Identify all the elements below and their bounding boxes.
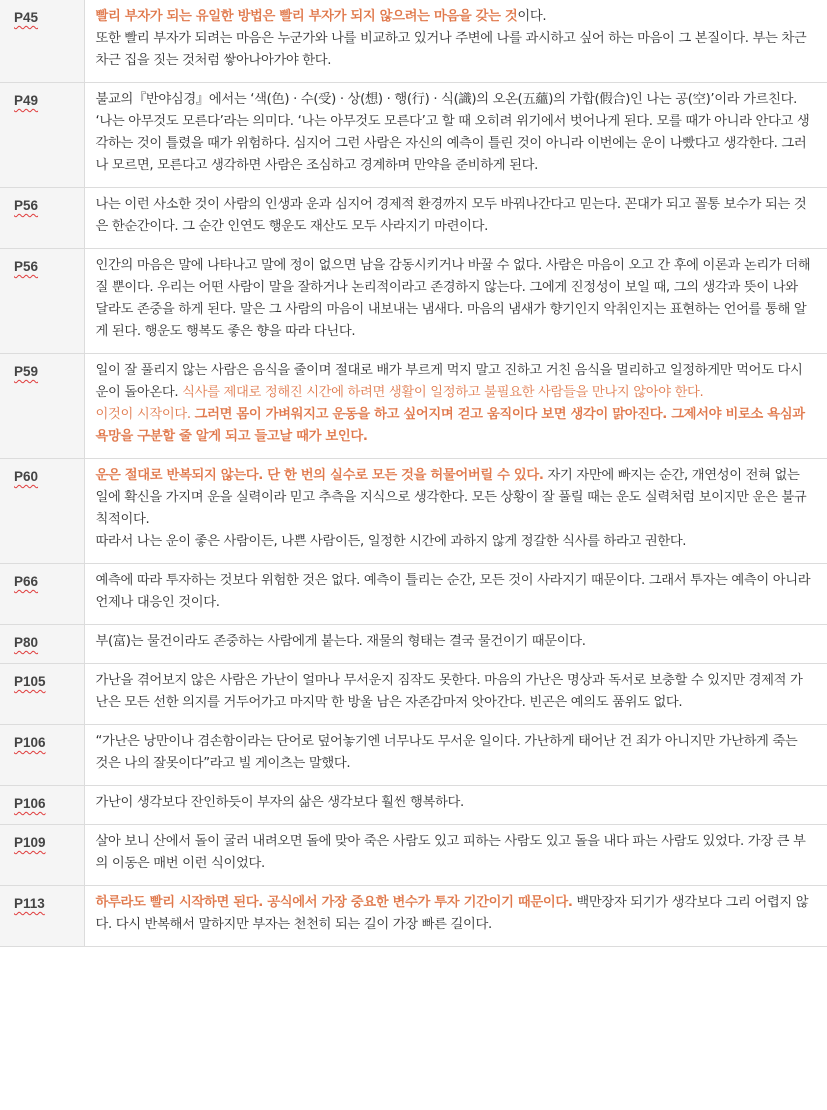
- page-number-cell: [0, 188, 84, 249]
- quote-paragraph: [96, 255, 812, 343]
- page-number: P66: [14, 574, 39, 589]
- page-number-cell: [0, 825, 84, 886]
- quote-text: 따라서 나는 운이 좋은 사람이든, 나쁜 사람이든, 일정한 시간에 과하지 않게 정갈한 식사를 하라고 권한다.: [95, 534, 687, 549]
- page-number: P106: [14, 796, 46, 811]
- quote-text: 인간의 마음은 말에 나타나고 말에 정이 없으면 남을 감동시키거나 바꿀 수 없다. 사람은 마음이 오고 간 후에 이론과 논리가 더해질 뿐이다. 우리는 어떤 사람이 말을 잘하거나 논리적이라고 존경하지 않는다. 그에게 진정성이 보일 때, 그의 생각과 뜻이 나와 달라도 존중을 하게 된다. 말은 그 사람의 마음이 내보내는 냄새다. 마음의 냄새가 향기인지 악취인지는 표현하는 언어를 통해 알게 된다. 행운도 행복도 좋은 향을 따라 다닌다.: [95, 258, 811, 339]
- page-number: P45: [14, 10, 39, 25]
- quote-text-cell: [84, 786, 827, 825]
- quote-text-cell: [84, 886, 827, 947]
- quote-row: [0, 825, 827, 886]
- page-number-cell: [0, 249, 84, 354]
- quote-row: [0, 354, 827, 459]
- quote-text-cell: [84, 825, 827, 886]
- page-number: P106: [14, 735, 46, 750]
- quote-text: 살아 보니 산에서 돌이 굴러 내려오면 돌에 맞아 죽은 사람도 있고 피하는 사람도 있고 돌을 내다 파는 사람도 있었다. 가장 큰 부의 이동은 매번 이런 식이었다.: [95, 834, 806, 871]
- quote-row: [0, 564, 827, 625]
- quote-row: [0, 786, 827, 825]
- quote-paragraph: [96, 404, 812, 448]
- quote-text: 불교의『반야심경』에서는 ‘색(色) · 수(受) · 상(想) · 행(行) · 식(識)의 오온(五蘊)의 가합(假合)인 나는 공(空)’이라 가르친다. ‘나는 아무것도 모른다’라는 의미다. ‘나는 아무것도 모른다’고 할 때 오히려 위기에서 벗어나게 된다. 모를 때가 아니라 안다고 생각하는 것이 틀렸을 때가 위험하다. 심지어 그런 사람은 자신의 예측이 틀린 것이 아니라 이번에는 운이 나빴다고 생각한다. 그러나 모르면, 모른다고 생각하면 사람은 조심하고 경계하며 만약을 준비하게 된다.: [95, 92, 810, 173]
- quote-text-cell: [84, 188, 827, 249]
- page-number-cell: [0, 0, 84, 83]
- quote-paragraph: [96, 360, 812, 404]
- page-number-cell: [0, 786, 84, 825]
- quote-text-cell: [84, 83, 827, 188]
- page-number-cell: [0, 886, 84, 947]
- quote-text-cell: [84, 625, 827, 664]
- quote-paragraph: [96, 792, 812, 814]
- highlight-text: 식사를 제대로 정해진 시간에 하려면 생활이 일정하고 불필요한 사람들을 만나지 않아야 한다.: [182, 385, 704, 400]
- quote-text: 가난이 생각보다 잔인하듯이 부자의 삶은 생각보다 훨씬 행복하다.: [95, 795, 464, 810]
- page-number: P56: [14, 198, 39, 213]
- highlight-text: 운은 절대로 반복되지 않는다. 단 한 번의 실수로 모든 것을 허물어버릴 수 있다.: [95, 468, 544, 483]
- quote-text: “가난은 낭만이나 겸손함이라는 단어로 덮어놓기엔 너무나도 무서운 일이다. 가난하게 태어난 건 죄가 아니지만 가난하게 죽는 것은 나의 잘못이다”라고 빌 게이츠는 말했다.: [95, 734, 798, 771]
- page-number-cell: [0, 625, 84, 664]
- quote-text-cell: [84, 725, 827, 786]
- page-number-cell: [0, 564, 84, 625]
- quote-text: 나는 이런 사소한 것이 사람의 인생과 운과 심지어 경제적 환경까지 모두 바꿔나간다고 믿는다. 꼰대가 되고 꼴통 보수가 되는 것은 한순간이다. 그 순간 인연도 행운도 재산도 모두 사라지기 마련이다.: [95, 197, 807, 234]
- quote-text: 이다. 또한 빨리 부자가 되려는 마음은 누군가와 나를 비교하고 있거나 주변에 나를 과시하고 싶어 하는 마음이 그 본질이다. 부는 차근차근 집을 짓는 것처럼 쌓아나아가야 한다.: [95, 9, 807, 68]
- page-number-cell: [0, 664, 84, 725]
- page-number: P60: [14, 469, 39, 484]
- page-number-cell: [0, 354, 84, 459]
- page-number-cell: [0, 459, 84, 564]
- page-number: P113: [14, 896, 45, 911]
- page-number: P56: [14, 259, 39, 274]
- quote-text-cell: [84, 249, 827, 354]
- quote-row: [0, 188, 827, 249]
- quote-paragraph: [96, 465, 812, 531]
- quote-text: 백만장자 되기가 생각보다 그리 어렵지 않다. 다시 반복해서 말하지만 부자는 천천히 되는 길이 가장 빠른 길이다.: [95, 895, 809, 932]
- page-number-cell: [0, 725, 84, 786]
- quote-paragraph: [96, 89, 812, 177]
- quote-paragraph: [96, 731, 812, 775]
- quote-text: 예측에 따라 투자하는 것보다 위험한 것은 없다. 예측이 틀리는 순간, 모든 것이 사라지기 때문이다. 그래서 투자는 예측이 아니라 언제나 대응인 것이다.: [95, 573, 811, 610]
- quote-paragraph: [96, 670, 812, 714]
- quote-text: 일이 잘 풀리지 않는 사람은 음식을 줄이며 절대로 배가 부르게 먹지 말고 진하고 거친 음식을 멀리하고 일정하게만 먹어도 다시 운이 돌아온다.: [95, 363, 803, 400]
- page-number: P80: [14, 635, 39, 650]
- quote-row: [0, 664, 827, 725]
- highlight-text: 하루라도 빨리 시작하면 된다. 공식에서 가장 중요한 변수가 투자 기간이기 때문이다.: [95, 895, 573, 910]
- page-number: P105: [14, 674, 46, 689]
- highlight-text: 그러면 몸이 가벼워지고 운동을 하고 싶어지며 걷고 움직이다 보면 생각이 맑아진다. 그제서야 비로소 욕심과 욕망을 구분할 줄 알게 되고 들고날 때가 보인다.: [95, 407, 805, 444]
- page-number-cell: [0, 83, 84, 188]
- quote-row: [0, 459, 827, 564]
- quote-text: 가난을 겪어보지 않은 사람은 가난이 얼마나 무서운지 짐작도 못한다. 마음의 가난은 명상과 독서로 보충할 수 있지만 경제적 가난은 모든 선한 의지를 거두어가고 마지막 한 방울 남은 자존감마저 앗아간다. 빈곤은 예의도 품위도 없다.: [95, 673, 803, 710]
- highlight-text: 빨리 부자가 되는 유일한 방법은 빨리 부자가 되지 않으려는 마음을 갖는 것: [95, 9, 518, 24]
- quote-text-cell: [84, 0, 827, 83]
- quote-text-cell: [84, 564, 827, 625]
- page-number: P109: [14, 835, 46, 850]
- quote-text-cell: [84, 664, 827, 725]
- page-number: P49: [14, 93, 39, 108]
- quote-row: [0, 886, 827, 947]
- quote-row: [0, 725, 827, 786]
- highlight-text: 이것이 시작이다.: [95, 407, 195, 422]
- quote-row: [0, 0, 827, 83]
- quote-text-cell: [84, 354, 827, 459]
- quote-paragraph: [96, 6, 812, 72]
- quote-text: 자기 자만에 빠지는 순간, 개연성이 전혀 없는 일에 확신을 가지며 운을 실력이라 믿고 추측을 지식으로 생각한다. 모든 상황이 잘 풀릴 때는 운도 실력처럼 보이지만 운은 불규칙적이다.: [95, 468, 807, 527]
- quote-paragraph: [96, 194, 812, 238]
- quote-row: [0, 83, 827, 188]
- quote-paragraph: [96, 531, 812, 553]
- page-number: P59: [14, 364, 39, 379]
- quote-paragraph: [96, 831, 812, 875]
- quote-paragraph: [96, 631, 812, 653]
- quote-paragraph: [96, 892, 812, 936]
- quote-text-cell: [84, 459, 827, 564]
- quote-paragraph: [96, 570, 812, 614]
- quote-text: 부(富)는 물건이라도 존중하는 사람에게 붙는다. 재물의 형태는 결국 물건이기 때문이다.: [95, 634, 586, 649]
- quote-row: [0, 249, 827, 354]
- quote-row: [0, 625, 827, 664]
